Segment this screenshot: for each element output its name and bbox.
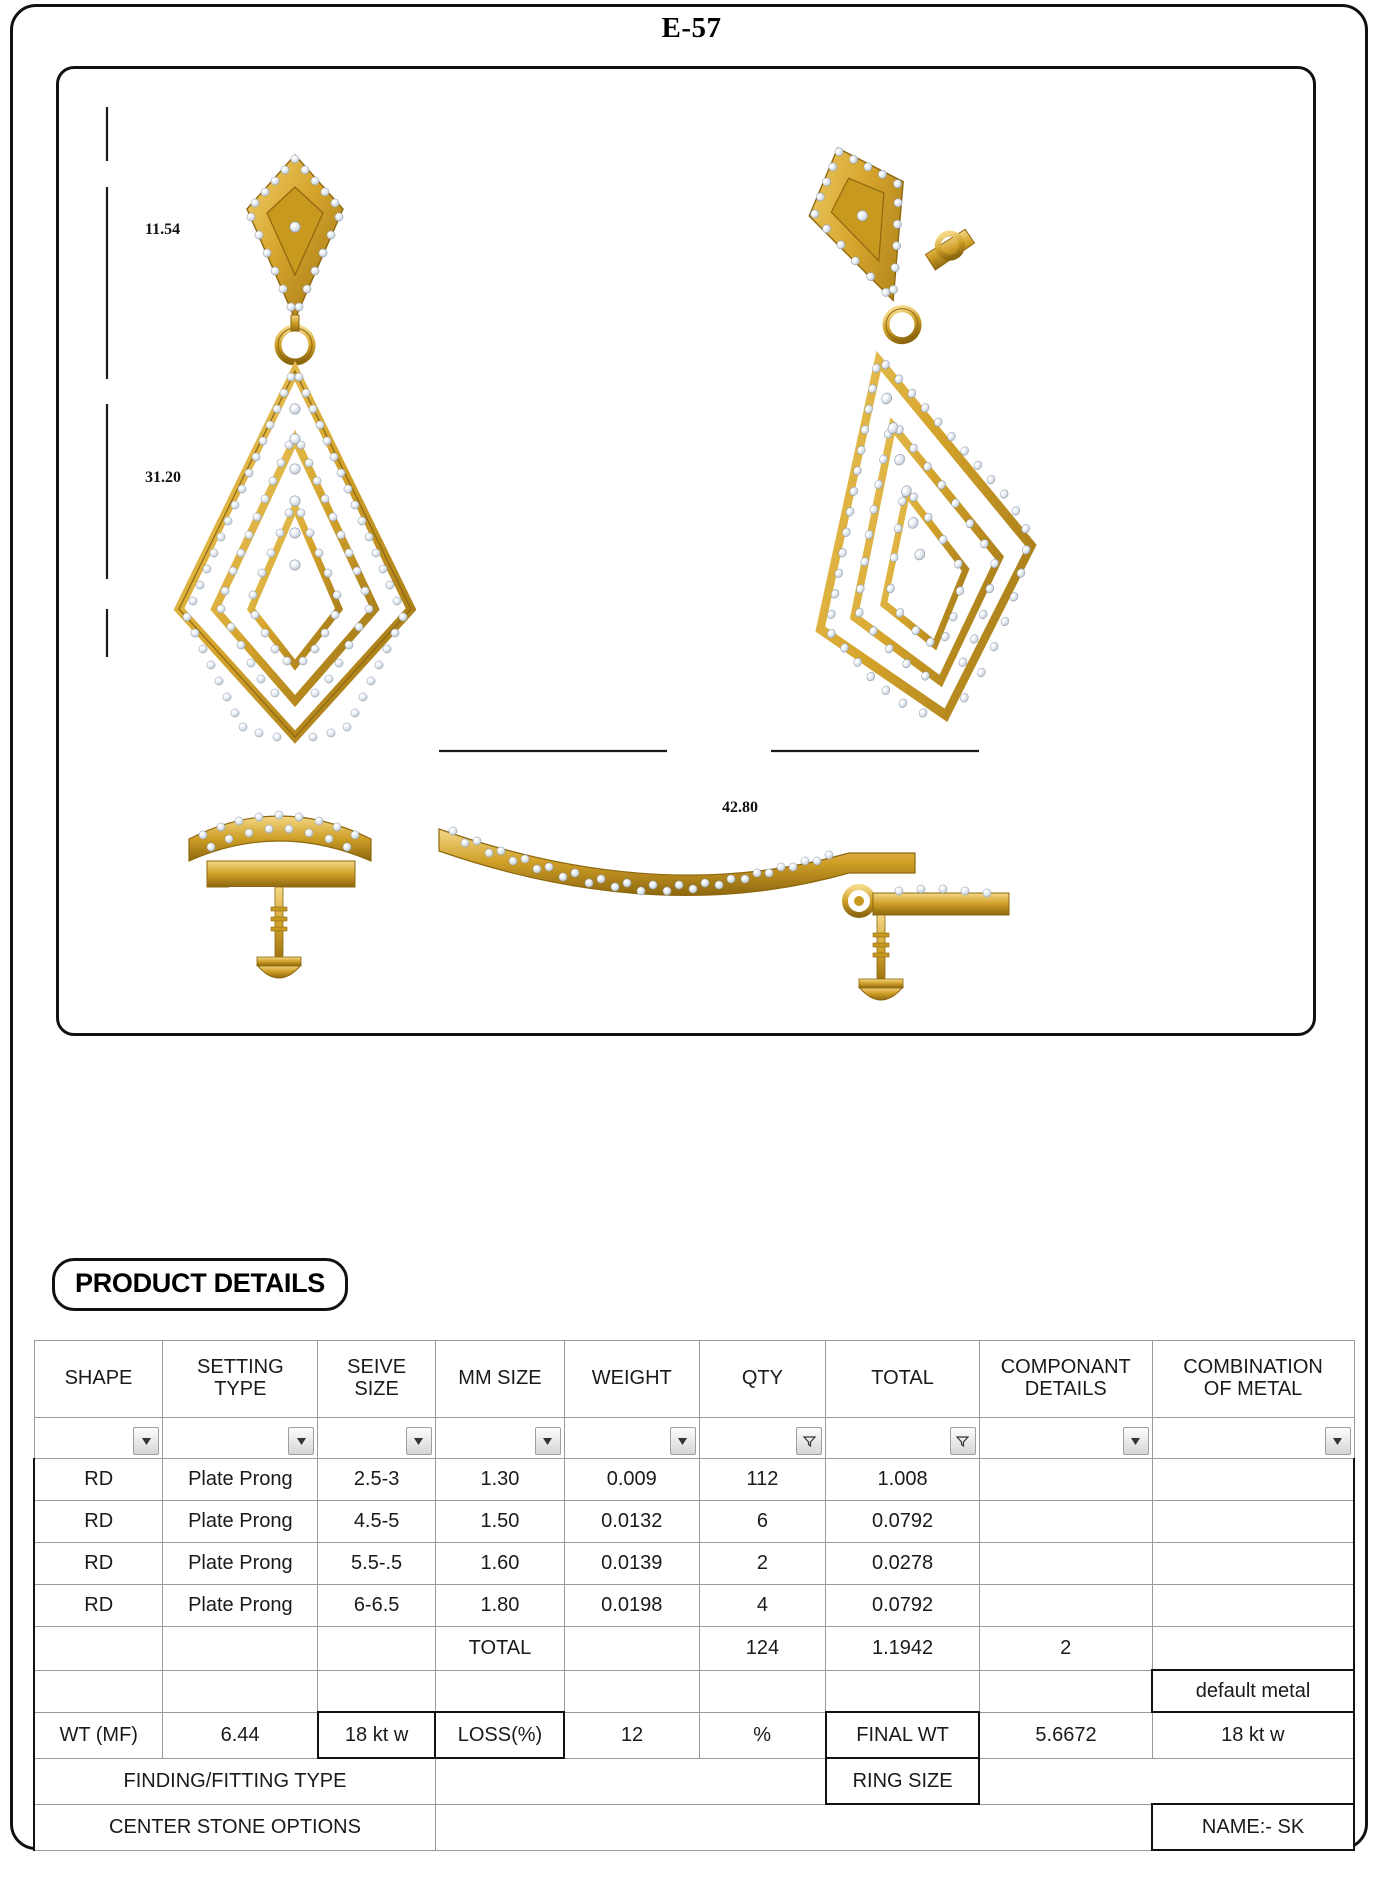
total-blank-1 bbox=[34, 1627, 163, 1671]
cell-combination-of-metal bbox=[1152, 1459, 1354, 1501]
filter-cell-componant-details bbox=[979, 1418, 1152, 1459]
dimension-label-drop-height: 31.20 bbox=[145, 469, 181, 486]
filter-dropdown-seive-size[interactable] bbox=[406, 1427, 432, 1455]
blank-cell-3 bbox=[318, 1670, 436, 1712]
cell-total: 0.0792 bbox=[826, 1501, 980, 1543]
filter-dropdown-shape[interactable] bbox=[133, 1427, 159, 1455]
cell-weight: 0.0198 bbox=[564, 1585, 699, 1627]
blank-cell-8 bbox=[979, 1670, 1152, 1712]
cell-combination-of-metal bbox=[1152, 1585, 1354, 1627]
finding-fitting-type-value bbox=[435, 1758, 825, 1804]
cell-qty: 4 bbox=[699, 1585, 826, 1627]
wt-mf-label: WT (MF) bbox=[34, 1712, 163, 1758]
header-componant-details-l1: COMPONANT bbox=[1000, 1356, 1131, 1379]
cell-weight: 0.0139 bbox=[564, 1543, 699, 1585]
header-mm-size-l1: MM SIZE bbox=[458, 1367, 542, 1390]
total-blank-2 bbox=[163, 1627, 318, 1671]
header-seive-size bbox=[318, 1341, 436, 1418]
cell-combination-of-metal bbox=[1152, 1543, 1354, 1585]
product-details-label: PRODUCT DETAILS bbox=[52, 1258, 348, 1311]
total-qty: 124 bbox=[699, 1627, 826, 1671]
blank-cell-5 bbox=[564, 1670, 699, 1712]
table-finding-row bbox=[34, 1758, 1354, 1804]
header-setting-type-l2: TYPE bbox=[214, 1378, 267, 1400]
cell-shape: RD bbox=[34, 1543, 163, 1585]
cell-seive-size: 2.5-3 bbox=[318, 1459, 436, 1501]
final-wt-value: 5.6672 bbox=[979, 1712, 1152, 1758]
cell-componant-details bbox=[979, 1585, 1152, 1627]
table-total-row bbox=[34, 1627, 1354, 1671]
cell-qty: 112 bbox=[699, 1459, 826, 1501]
total-blank-4 bbox=[564, 1627, 699, 1671]
header-mm-size bbox=[435, 1341, 564, 1418]
cell-setting-type: Plate Prong bbox=[163, 1501, 318, 1543]
cell-weight: 0.009 bbox=[564, 1459, 699, 1501]
final-wt-label: FINAL WT bbox=[826, 1712, 980, 1758]
center-stone-options-value bbox=[435, 1804, 1152, 1850]
header-combination-of-metal-l1: COMBINATION bbox=[1183, 1356, 1323, 1379]
cell-seive-size: 4.5-5 bbox=[318, 1501, 436, 1543]
combination-metal-value: 18 kt w bbox=[1152, 1712, 1354, 1758]
filter-cell-weight bbox=[564, 1418, 699, 1459]
header-shape bbox=[34, 1341, 163, 1418]
total-blank-3 bbox=[318, 1627, 436, 1671]
finding-fitting-type-label: FINDING/FITTING TYPE bbox=[34, 1758, 435, 1804]
header-total bbox=[826, 1341, 980, 1418]
total-componant-details: 2 bbox=[979, 1627, 1152, 1671]
loss-value: 12 bbox=[564, 1712, 699, 1758]
cell-total: 0.0792 bbox=[826, 1585, 980, 1627]
cell-componant-details bbox=[979, 1459, 1152, 1501]
product-details-table-wrap bbox=[33, 1340, 1355, 1851]
header-qty bbox=[699, 1341, 826, 1418]
header-setting-type-l1: SETTING bbox=[197, 1356, 284, 1379]
cell-componant-details bbox=[979, 1501, 1152, 1543]
header-weight bbox=[564, 1341, 699, 1418]
table-weight-row bbox=[34, 1712, 1354, 1758]
cell-total: 0.0278 bbox=[826, 1543, 980, 1585]
filter-dropdown-setting-type[interactable] bbox=[288, 1427, 314, 1455]
ring-size-label: RING SIZE bbox=[826, 1758, 980, 1804]
filter-cell-total bbox=[826, 1418, 980, 1459]
header-componant-details bbox=[979, 1341, 1152, 1418]
filter-cell-shape bbox=[34, 1418, 163, 1459]
cell-shape: RD bbox=[34, 1501, 163, 1543]
table-default-metal-row bbox=[34, 1670, 1354, 1712]
total-label: TOTAL bbox=[435, 1627, 564, 1671]
filter-cell-setting-type bbox=[163, 1418, 318, 1459]
filter-dropdown-mm-size[interactable] bbox=[535, 1427, 561, 1455]
filter-cell-combination-of-metal bbox=[1152, 1418, 1354, 1459]
cell-mm-size: 1.50 bbox=[435, 1501, 564, 1543]
cell-shape: RD bbox=[34, 1459, 163, 1501]
filter-cell-mm-size bbox=[435, 1418, 564, 1459]
percent-symbol: % bbox=[699, 1712, 826, 1758]
total-blank-5 bbox=[1152, 1627, 1354, 1671]
blank-cell-1 bbox=[34, 1670, 163, 1712]
dimension-label-top-height: 11.54 bbox=[145, 221, 181, 238]
table-row bbox=[34, 1543, 1354, 1585]
cell-setting-type: Plate Prong bbox=[163, 1459, 318, 1501]
product-details-table bbox=[33, 1340, 1355, 1851]
loss-label: LOSS(%) bbox=[435, 1712, 564, 1758]
cell-setting-type: Plate Prong bbox=[163, 1543, 318, 1585]
table-row bbox=[34, 1585, 1354, 1627]
table-filter-row bbox=[34, 1418, 1354, 1459]
cell-componant-details bbox=[979, 1543, 1152, 1585]
blank-cell-6 bbox=[699, 1670, 826, 1712]
filter-cell-qty bbox=[699, 1418, 826, 1459]
cell-seive-size: 6-6.5 bbox=[318, 1585, 436, 1627]
cell-mm-size: 1.80 bbox=[435, 1585, 564, 1627]
metal-karat-value: 18 kt w bbox=[318, 1712, 436, 1758]
header-qty-l1: QTY bbox=[741, 1367, 783, 1390]
cell-qty: 2 bbox=[699, 1543, 826, 1585]
center-stone-options-label: CENTER STONE OPTIONS bbox=[34, 1804, 435, 1850]
header-shape-l1: SHAPE bbox=[64, 1367, 133, 1390]
blank-cell-4 bbox=[435, 1670, 564, 1712]
table-header-row bbox=[34, 1341, 1354, 1418]
designer-name: NAME:- SK bbox=[1152, 1804, 1354, 1850]
blank-cell-7 bbox=[826, 1670, 980, 1712]
header-setting-type bbox=[163, 1341, 318, 1418]
jewelry-render bbox=[59, 69, 1316, 1036]
header-total-l1: TOTAL bbox=[871, 1367, 934, 1390]
total-weight: 1.1942 bbox=[826, 1627, 980, 1671]
filter-dropdown-combination-of-metal[interactable] bbox=[1325, 1427, 1351, 1455]
earring-angled-view bbox=[651, 115, 1123, 751]
cell-total: 1.008 bbox=[826, 1459, 980, 1501]
page-title: E-57 bbox=[661, 12, 722, 44]
header-combination-of-metal-l2: OF METAL bbox=[1203, 1378, 1303, 1400]
cell-setting-type: Plate Prong bbox=[163, 1585, 318, 1627]
cell-shape: RD bbox=[34, 1585, 163, 1627]
default-metal-note: default metal bbox=[1152, 1670, 1354, 1712]
table-row bbox=[34, 1459, 1354, 1501]
filter-dropdown-componant-details[interactable] bbox=[1123, 1427, 1149, 1455]
cell-qty: 6 bbox=[699, 1501, 826, 1543]
cell-seive-size: 5.5-.5 bbox=[318, 1543, 436, 1585]
earring-front-view bbox=[179, 155, 411, 741]
illustration-panel bbox=[56, 66, 1316, 1036]
ring-size-value bbox=[979, 1758, 1354, 1804]
filter-dropdown-total-active[interactable] bbox=[950, 1427, 976, 1455]
dimension-label-width: 42.80 bbox=[722, 799, 758, 816]
cell-mm-size: 1.60 bbox=[435, 1543, 564, 1585]
header-combination-of-metal bbox=[1152, 1341, 1354, 1418]
cell-weight: 0.0132 bbox=[564, 1501, 699, 1543]
filter-cell-seive-size bbox=[318, 1418, 436, 1459]
header-weight-l1: WEIGHT bbox=[591, 1367, 672, 1390]
wt-mf-value: 6.44 bbox=[163, 1712, 318, 1758]
header-seive-size-l1: SEIVE bbox=[347, 1356, 407, 1379]
cell-mm-size: 1.30 bbox=[435, 1459, 564, 1501]
header-componant-details-l2: DETAILS bbox=[1024, 1378, 1107, 1400]
table-center-stone-row bbox=[34, 1804, 1354, 1850]
stud-top-view bbox=[189, 811, 371, 978]
cell-combination-of-metal bbox=[1152, 1501, 1354, 1543]
header-seive-size-l2: SIZE bbox=[354, 1378, 399, 1400]
table-row bbox=[34, 1501, 1354, 1543]
side-profile-view bbox=[439, 827, 1009, 1000]
filter-dropdown-qty-active[interactable] bbox=[796, 1427, 822, 1455]
blank-cell-2 bbox=[163, 1670, 318, 1712]
filter-dropdown-weight[interactable] bbox=[670, 1427, 696, 1455]
